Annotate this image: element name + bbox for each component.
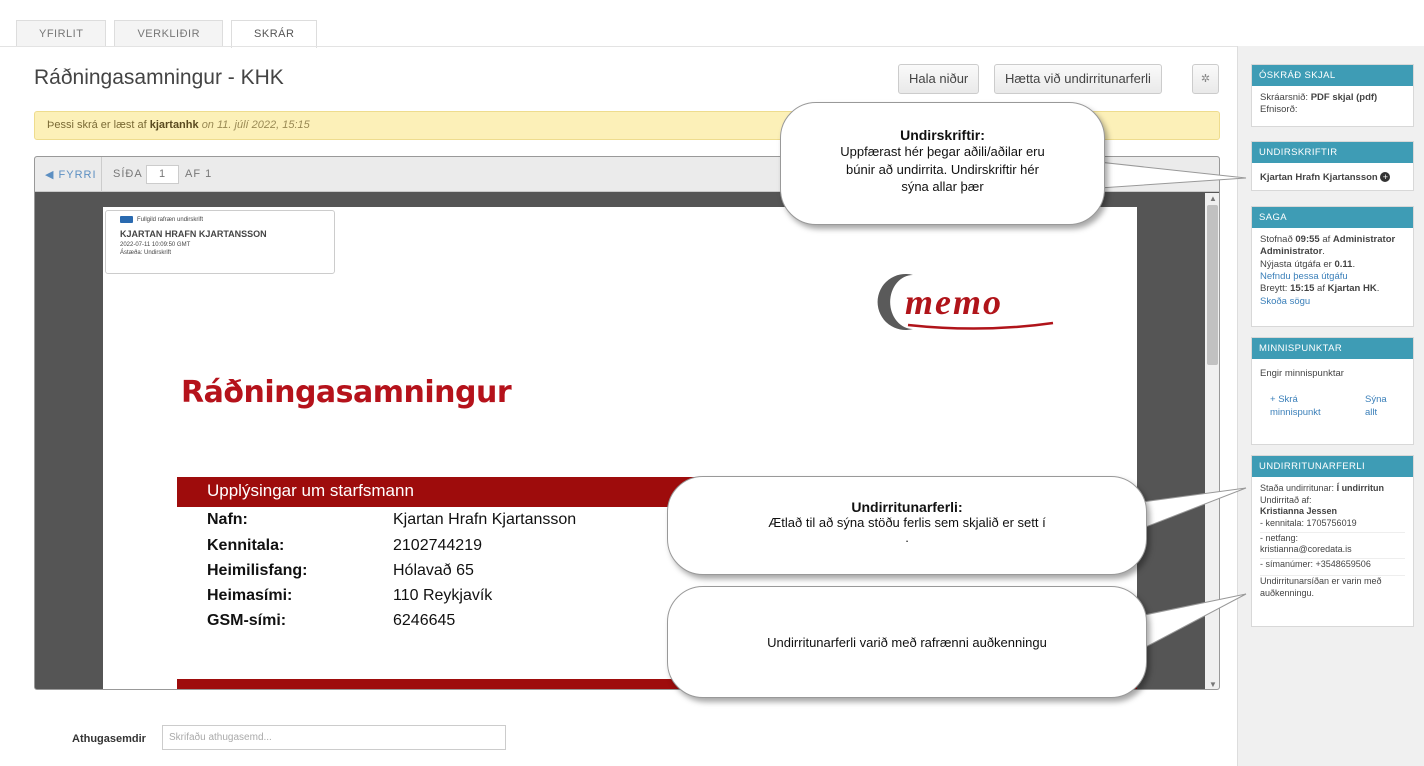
page-number-input[interactable]: 1 [146,165,179,184]
created-time: 09:55 [1295,234,1320,245]
field-label: Nafn: [207,511,248,528]
created-by: Administrator Administrator [1260,234,1396,258]
alert-time: on 11. júlí 2022, 15:15 [201,119,310,131]
rename-version-link[interactable]: Nefndu þessa útgáfu [1260,271,1348,283]
tab-workflows[interactable]: VERKLIÐIR [114,20,223,47]
total-pages: 1 [205,168,213,180]
field-value: 110 Reykjavík [393,587,493,604]
field-value: 6246645 [393,612,456,629]
notes-header: MINNISPUNKTAR [1252,338,1413,359]
field-label: Heimilisfang: [207,562,308,579]
file-panel-header: ÓSKRÁÐ SKJAL [1252,65,1413,86]
changed-by-label: af [1317,283,1325,295]
field-label: Heimasími: [207,587,293,604]
pointer-auth [1130,594,1246,650]
created-label: Stofnað [1260,234,1293,245]
logo-text: memo [905,282,1003,322]
status-label: Staða undirritunar: [1260,483,1335,493]
scroll-down-icon[interactable]: ▼ [1209,680,1217,689]
callout-process-dot: . [905,530,909,545]
plus-circle-icon[interactable]: + [1380,172,1390,182]
signer-name[interactable]: Kjartan Hrafn Kjartansson [1260,172,1378,183]
callout-process [667,476,1147,575]
format-label: Skráarsnið: [1260,92,1309,103]
changed-time: 15:15 [1290,283,1315,295]
status-value: Í undirritun [1336,483,1385,493]
scroll-up-icon[interactable]: ▲ [1209,194,1217,203]
protected-note: Undirritunarsíðan er varin með auðkenningu. [1260,575,1405,599]
tab-files[interactable]: SKRÁR [231,20,317,48]
field-label: Kennitala: [207,537,285,554]
process-signer: Kristianna Jessen [1260,506,1338,517]
sig-name: KJARTAN HRAFN KJARTANSSON [120,229,267,240]
callout-signatures-text: Uppfærast hér þegar aðili/aðilar eru búnir að undirrita. Undirskriftir hér sýna allar þær [840,144,1045,195]
view-history-link[interactable]: Skoða sögu [1260,295,1311,307]
prev-label: FYRRI [58,169,97,181]
signatures-header: UNDIRSKRIFTIR [1252,142,1413,163]
signer-phone: - símanúmer: +3548659506 [1260,558,1405,571]
callout-process-title: Undirritunarferli: [851,499,963,515]
page-title: Ráðningasamningur - KHK [34,66,284,89]
plus-icon: + [1270,394,1276,406]
sig-time: 2022-07-11 10:09:50 GMT [120,242,191,249]
add-note-label: Skrá minnispunkt [1270,394,1321,418]
callout-auth [667,586,1147,698]
tab-overview[interactable]: YFIRLIT [16,20,106,47]
callout-signatures-title: Undirskriftir: [900,127,985,143]
subject-label: Efnisorð: [1260,104,1298,116]
comments-label: Athugasemdir [72,733,146,745]
alert-user: kjartanhk [149,119,199,131]
arrow-left-circle-icon: ◀ [45,169,55,181]
comment-input[interactable]: Skrifaðu athugasemd... [162,725,506,750]
callout-auth-text: Undirritunarferli varið með rafrænni auðkenningu [767,635,1047,650]
changed-by: Kjartan HK [1327,283,1377,295]
gear-icon: ✲ [1200,73,1211,85]
format-value: PDF skjal (pdf) [1310,92,1378,103]
field-value: Kjartan Hrafn Kjartansson [393,511,577,528]
callout-signatures [780,102,1105,225]
section-header: Upplýsingar um starfsmann [177,477,737,507]
sig-header: Fullgild rafræn undirskrift [137,217,204,224]
sig-reason: Ástæða: Undirskrift [120,250,172,257]
show-all-notes-link[interactable]: Sýna allt [1365,394,1387,418]
callout-process-text: Ætlað til að sýna stöðu ferlis sem skjalið er sett í [768,515,1046,530]
page-label: SÍÐA [113,168,143,180]
cancel-signing-button[interactable]: Hætta við undirritunarferli [994,64,1162,94]
field-value: 2102744219 [393,537,482,554]
changed-label: Breytt: [1260,283,1288,295]
history-header: SAGA [1252,207,1413,228]
document-title: Ráðningasamningur [181,375,512,410]
of-label: AF [185,168,202,180]
signer-email: kristianna@coredata.is [1260,544,1352,555]
version-value: 0.11 [1334,258,1353,270]
alert-text: Þessi skrá er læst af [47,119,147,131]
created-by-label: af [1322,234,1331,245]
history-panel: SAGA Stofnað 09:55 af Administrator Administrator. Nýjasta útgáfa er 0.11. Nefndu þessa útgáfu Breytt: 15:15 af Kjartan HK. Skoða sögu [1251,206,1414,327]
version-label: Nýjasta útgáfa er [1260,258,1332,270]
field-label: GSM-sími: [207,612,287,629]
field-value: Hólavað 65 [393,562,474,579]
download-button[interactable]: Hala niður [898,64,979,94]
signer-ssn: - kennitala: 1705756019 [1260,518,1357,529]
process-header: UNDIRRITUNARFERLI [1252,456,1413,477]
signed-by-label: Undirritað af: [1260,494,1312,505]
email-label: - netfang: [1260,532,1405,545]
notes-empty: Engir minnispunktar [1260,368,1344,379]
